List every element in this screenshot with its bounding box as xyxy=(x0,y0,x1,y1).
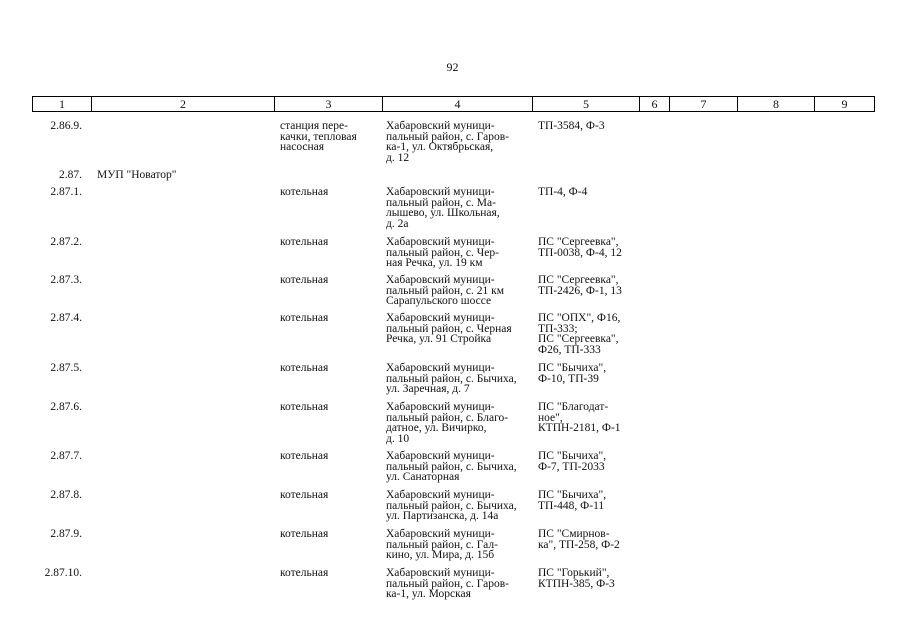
row-organization: МУП "Новатор" xyxy=(97,169,177,181)
column-header-2: 2 xyxy=(92,97,275,111)
row-power-source: ПС "ОПХ", Ф16, ТП-333; ПС "Сергеевка", Ф26, ТП-333 xyxy=(538,312,621,356)
row-address: Хабаровский муници- пальный район, с. Благо- датное, ул. Вичирко, д. 10 xyxy=(386,401,509,445)
row-number: 2.87.1. xyxy=(50,186,82,198)
row-number: 2.86.9. xyxy=(50,120,82,132)
row-power-source: ПС "Смирнов- ка", ТП-258, Ф-2 xyxy=(538,528,620,551)
row-address: Хабаровский муници- пальный район, с. Гал- кино, ул. Мира, д. 15б xyxy=(386,528,498,561)
row-address: Хабаровский муници- пальный район, с. Бычиха, ул. Санаторная xyxy=(386,450,517,483)
column-header-6: 6 xyxy=(640,97,670,111)
row-number: 2.87.5. xyxy=(50,362,82,374)
row-address: Хабаровский муници- пальный район, с. Ма- лышево, ул. Школьная, д. 2а xyxy=(386,186,500,230)
row-object-type: котельная xyxy=(280,528,329,540)
row-object-type: котельная xyxy=(280,312,329,324)
page-number: 92 xyxy=(446,60,459,74)
row-number: 2.87.6. xyxy=(50,401,82,413)
row-power-source: ПС "Благодат- ное", КТПН-2181, Ф-1 xyxy=(538,401,621,434)
row-address: Хабаровский муници- пальный район, с. Бычиха, ул. Заречная, д. 7 xyxy=(386,362,517,395)
row-power-source: ПС "Сергеевка", ТП-0038, Ф-4, 12 xyxy=(538,236,622,259)
column-header-1: 1 xyxy=(33,97,92,111)
row-power-source: ТП-3584, Ф-3 xyxy=(538,120,605,132)
row-power-source: ПС "Бычиха", ТП-448, Ф-11 xyxy=(538,489,607,512)
row-address: Хабаровский муници- пальный район, с. 21 км Сарапульского шоссе xyxy=(386,274,505,307)
column-header-9: 9 xyxy=(841,97,848,111)
column-header-5: 5 xyxy=(533,97,640,111)
row-power-source: ПС "Сергеевка", ТП-2426, Ф-1, 13 xyxy=(538,274,622,297)
row-object-type: котельная xyxy=(280,489,329,501)
row-object-type: котельная xyxy=(280,274,329,286)
row-object-type: котельная xyxy=(280,362,329,374)
row-object-type: котельная xyxy=(280,186,329,198)
row-address: Хабаровский муници- пальный район, с. Чер- ная Речка, ул. 19 км xyxy=(386,236,499,269)
row-number: 2.87.9. xyxy=(50,528,82,540)
row-power-source: ПС "Бычиха", Ф-10, ТП-39 xyxy=(538,362,607,385)
row-number: 2.87.4. xyxy=(50,312,82,324)
row-object-type: котельная xyxy=(280,401,329,413)
row-power-source: ТП-4, Ф-4 xyxy=(538,186,588,198)
row-number: 2.87.7. xyxy=(50,450,82,462)
row-object-type: котельная xyxy=(280,450,329,462)
row-number: 2.87.3. xyxy=(50,274,82,286)
row-number: 2.87.2. xyxy=(50,236,82,248)
row-object-type: станция пере- качки, тепловая насосная xyxy=(280,120,357,153)
row-number: 2.87.8. xyxy=(50,489,82,501)
row-address: Хабаровский муници- пальный район, с. Гаров- ка-1, ул. Морская xyxy=(386,567,509,600)
row-power-source: ПС "Горький", КТПН-385, Ф-3 xyxy=(538,567,615,590)
column-header-3: 3 xyxy=(275,97,383,111)
row-address: Хабаровский муници- пальный район, с. Бычиха, ул. Партизанска, д. 14а xyxy=(386,489,517,522)
row-number: 2.87.10. xyxy=(44,567,82,579)
table-header xyxy=(32,96,875,112)
row-number: 2.87. xyxy=(59,169,82,181)
row-address: Хабаровский муници- пальный район, с. Черная Речка, ул. 91 Стройка xyxy=(386,312,512,345)
column-header-8: 8 xyxy=(738,97,815,111)
column-header-4: 4 xyxy=(383,97,533,111)
column-header-7: 7 xyxy=(670,97,738,111)
row-address: Хабаровский муници- пальный район, с. Гаров- ка-1, ул. Октябрьская, д. 12 xyxy=(386,120,509,164)
row-power-source: ПС "Бычиха", Ф-7, ТП-2033 xyxy=(538,450,607,473)
row-object-type: котельная xyxy=(280,567,329,579)
row-object-type: котельная xyxy=(280,236,329,248)
